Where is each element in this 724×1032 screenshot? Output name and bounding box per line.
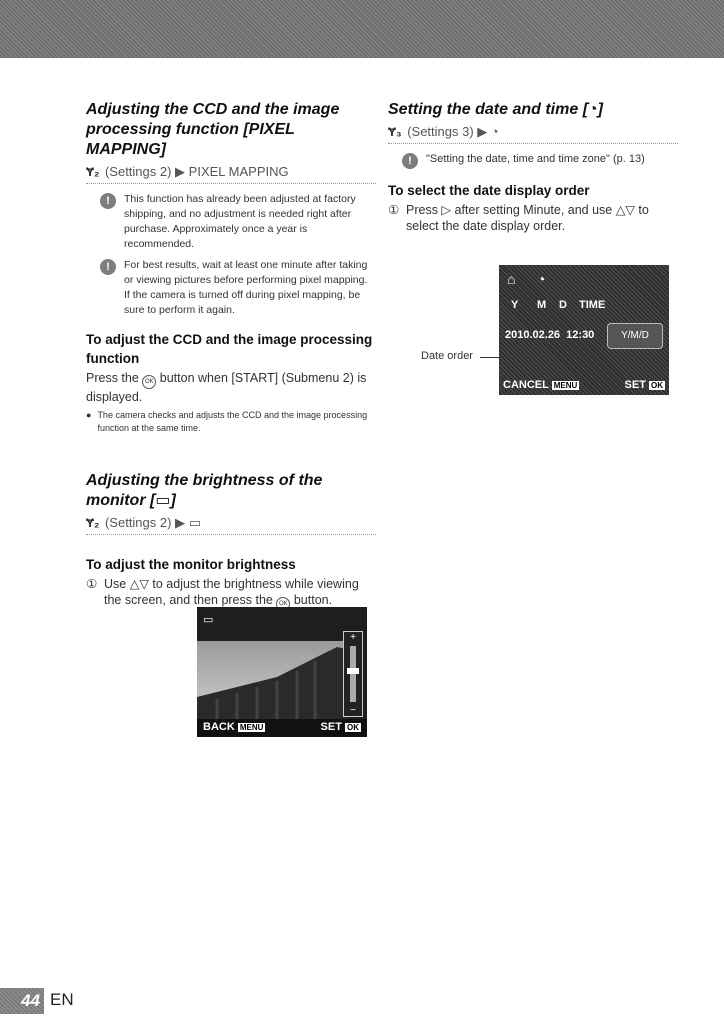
slider-handle[interactable] xyxy=(347,668,359,674)
menu-key-badge: MENU xyxy=(553,381,578,390)
back-label xyxy=(203,721,265,733)
plus-icon: + xyxy=(350,632,356,643)
clock-icon: ◔ xyxy=(490,124,499,139)
cancel-label xyxy=(503,379,579,391)
callout-line xyxy=(480,357,504,358)
pixel-mapping-subhead: To adjust the CCD and the image processing function xyxy=(86,332,373,366)
pixel-mapping-menu-path xyxy=(86,160,376,184)
minus-icon: − xyxy=(350,705,356,716)
left-column xyxy=(86,100,376,613)
clock-icon: ◔] xyxy=(588,101,604,118)
monitor-icon: ▭] xyxy=(155,492,176,509)
home-icon: ⌂ xyxy=(507,271,516,287)
settings-2-icon: Ɏ₂ xyxy=(86,165,100,179)
day-column-label: D xyxy=(559,299,567,311)
date-time-title xyxy=(388,100,678,120)
step-item xyxy=(86,576,376,611)
bullet-text: The camera checks and adjusts the CCD and the image processing function at the same time. xyxy=(97,410,368,433)
set-label xyxy=(625,379,665,391)
step-number: ① xyxy=(388,203,400,217)
menu-path-text: (Settings 2) ▶ xyxy=(104,515,186,530)
step-text-part: Use △▽ to adjust the brightness while viewing the screen, and then press the xyxy=(104,577,359,607)
set-text: SET xyxy=(624,379,646,391)
step-text xyxy=(104,576,376,611)
note xyxy=(388,152,678,169)
brightness-title xyxy=(86,471,376,511)
settings-3-icon: Ɏ₃ xyxy=(388,125,402,139)
body-text-part: button when [START] (Submenu 2) is displayed. xyxy=(86,371,367,404)
menu-path-text: (Settings 3) ▶ xyxy=(407,124,488,139)
brightness-subhead: To adjust the monitor brightness xyxy=(86,557,296,572)
brightness-menu-path xyxy=(86,511,376,535)
date-order-subhead: To select the date display order xyxy=(388,183,590,198)
note-text: "Setting the date, time and time zone" (p. 13) xyxy=(426,153,645,165)
cancel-text: CANCEL xyxy=(503,379,549,391)
date-value: 2010.02.26 12:30 xyxy=(505,329,595,341)
ok-key-badge: OK xyxy=(347,723,359,732)
right-column xyxy=(388,100,678,236)
bullet-item xyxy=(86,409,376,435)
note xyxy=(86,258,376,318)
language-label: EN xyxy=(50,990,74,1009)
monitor-icon: ▭ xyxy=(188,515,201,530)
date-order-selector[interactable]: Y/M/D xyxy=(607,323,663,349)
date-time-title-text: Setting the date and time [ xyxy=(388,101,589,118)
header-band xyxy=(0,0,724,58)
bullet-dot-icon: ● xyxy=(86,410,92,420)
caution-icon: ! xyxy=(100,259,116,275)
note xyxy=(86,192,376,252)
date-columns xyxy=(499,293,669,317)
brightness-screen xyxy=(197,607,367,737)
pixel-mapping-body xyxy=(86,370,376,405)
brightness-slider[interactable] xyxy=(343,631,363,717)
caution-icon: ! xyxy=(100,193,116,209)
note-text: For best results, wait at least one minute after taking or viewing pictures before performing pixel mapping. If the camera is turned off during pixel mapping, be sure to perform it again. xyxy=(124,259,368,316)
slider-track xyxy=(350,646,356,702)
step-item xyxy=(388,202,678,234)
note-text: This function has already been adjusted at factory shipping, and no adjustment is needed right after purchase. Approximately once a year is recommended. xyxy=(124,193,356,250)
step-text-part: button. xyxy=(293,593,333,607)
step-text: Press ▷ after setting Minute, and use △▽ to select the date display order. xyxy=(406,203,649,233)
ok-button-icon: OK xyxy=(142,375,156,389)
caution-icon: ! xyxy=(402,153,418,169)
ok-button-icon: OK xyxy=(276,597,290,611)
settings-2-icon: Ɏ₂ xyxy=(86,516,100,530)
set-label xyxy=(321,721,361,733)
monitor-icon: ▭ xyxy=(203,614,214,626)
brightness-title-text: Adjusting the brightness of the monitor [ xyxy=(86,472,323,509)
date-time-menu-path xyxy=(388,120,678,144)
time-column-label: TIME xyxy=(579,299,606,311)
pixel-mapping-title: Adjusting the CCD and the image processing function [PIXEL MAPPING] xyxy=(86,101,340,158)
ok-key-badge: OK xyxy=(651,381,663,390)
year-column-label: Y xyxy=(511,299,519,311)
back-text: BACK xyxy=(203,721,235,733)
body-text-part: Press the xyxy=(86,371,139,385)
menu-path-text: (Settings 2) ▶ PIXEL MAPPING xyxy=(104,164,289,179)
month-column-label: M xyxy=(537,299,547,311)
set-text: SET xyxy=(320,721,342,733)
menu-key-badge: MENU xyxy=(239,723,264,732)
step-number: ① xyxy=(86,577,98,591)
bridge-photo xyxy=(197,607,367,737)
date-order-callout: Date order xyxy=(421,350,473,362)
page-number: 44 xyxy=(0,988,44,1014)
clock-icon: ◔ xyxy=(537,271,546,287)
date-screen xyxy=(499,265,669,395)
